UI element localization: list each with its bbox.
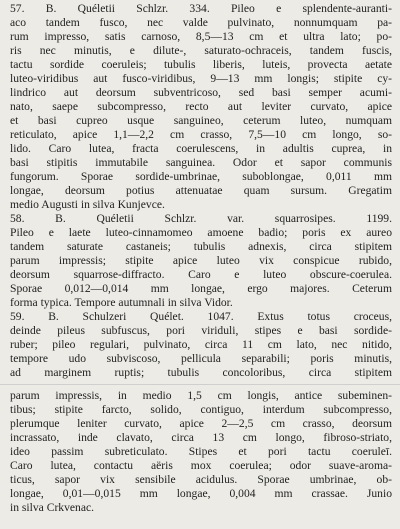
text-line: parum impressis; stipite apice luteo vix conspicue rubido, [10, 254, 392, 267]
text-line: deinde pileus subfuscus, pori viriduli, stipes e basi sordide- [10, 324, 392, 337]
text-line: 58. B. Quéletii Schlzr. var. squarrosipes. 1199. [10, 212, 392, 225]
text-line: ruber; pileo regulari, pulvinato, circa 11 cm lato, nec nitido, [10, 338, 392, 351]
text-line: parum impressis, in medio 1,5 cm longis, antice subeminen- [10, 389, 392, 402]
text-line: ideo passim subreticulato. Stipes et pori tactu coeruleī. [10, 445, 392, 458]
text-line: incrassato, inde clavato, circa 13 cm longo, fibroso-striato, [10, 431, 392, 444]
text-line: Pileo e laete luteo-cinnamomeo amoene badio; poris ex aureo [10, 226, 392, 239]
text-line: 59. B. Schulzeri Quélet. 1047. Extus totus croceus, [10, 310, 392, 323]
text-line: tactu sordide coeruleis; tubulis liberis, luteis, provecta aetate [10, 58, 392, 71]
text-line: lido. Caro lutea, fracta coerulescens, in adultis cuprea, in [10, 142, 392, 155]
text-line: longae, deorsum potius attenuatae quam sursum. Gregatim [10, 184, 392, 197]
text-line: lindrico aut deorsum subventricoso, sed basi semper acumi- [10, 86, 392, 99]
text-line: ticus, sapor vix sensibile acidulus. Sporae umbrinae, ob- [10, 473, 392, 486]
text-line: deorsum squarrose-diffracto. Caro e luteo obscure-coerulea. [10, 268, 392, 281]
text-line: tandem saturate castaneis; tubulis adnexis, circa stipitem [10, 240, 392, 253]
text-line: fungorum. Sporae sordide-umbrinae, suboblongae, 0,011 mm [10, 170, 392, 183]
text-line: medio Augusti in silva Kunjevce. [10, 198, 165, 211]
scan-separator [0, 384, 400, 385]
text-line: Caro lutea, contactu aëris mox coerulea; odor suave-aroma- [10, 459, 392, 472]
text-line: rum impresso, satis carnoso, 8,5—13 cm et ultra lato; po- [10, 30, 392, 43]
text-line: 57. B. Quéletii Schlzr. 334. Pileo e splendente-auranti- [10, 2, 392, 15]
text-line: et basi cupreo usque sanguineo, ceterum luteo, numquam [10, 114, 392, 127]
text-line: tempore udo subviscoso, pellicula separabili; poris minutis, [10, 352, 392, 365]
text-line: aco tandem fusco, nec valde pulvinato, nonnumquam pa- [10, 16, 392, 29]
text-line: longae, 0,01—0,015 mm longae, 0,004 mm crassae. Junio [10, 487, 392, 500]
text-line: tibus; stipite farcto, solido, contiguo, interdum subcompresso, [10, 403, 392, 416]
text-line: forma typica. Tempore autumnali in silva Vidor. [10, 296, 233, 309]
text-line: plerumque leniter curvato, apice 2—2,5 cm crasso, deorsum [10, 417, 392, 430]
text-line: ad marginem ruptis; tubulis concoloribus, circa stipitem [10, 366, 392, 379]
text-line: basi stipitis immutabile sanguinea. Odor et sapor communis [10, 156, 392, 169]
text-line: Sporae 0,012—0,014 mm longae, ergo majores. Ceterum [10, 282, 392, 295]
text-line: luteo-viridibus aut fusco-viridibus, 9—13 mm longis; stipite cy- [10, 72, 392, 85]
text-line: nato, saepe subcompresso, recto aut leviter curvato, apice [10, 100, 392, 113]
text-line: ris nec minutis, e dilute-, saturato-ochraceis, tandem fuscis, [10, 44, 392, 57]
text-line: reticulato, apice 1,1—2,2 cm crasso, 7,5—10 cm longo, so- [10, 128, 392, 141]
text-line: in silva Crkvenac. [10, 501, 95, 514]
